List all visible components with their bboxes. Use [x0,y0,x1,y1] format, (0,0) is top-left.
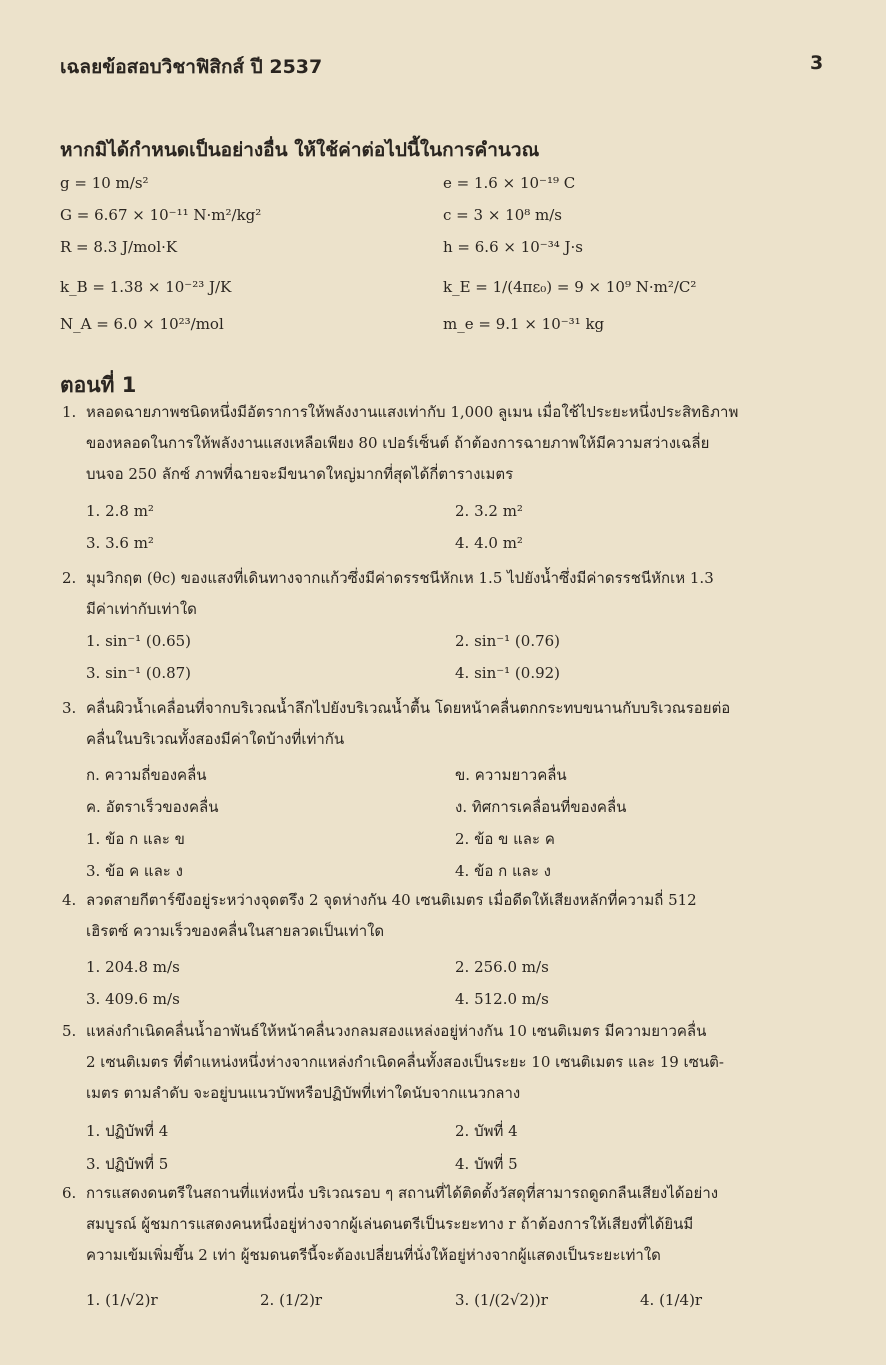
choice: 3. sin⁻¹ (0.87) [86,664,192,682]
constant-NA: N_A = 6.0 × 10²³/mol [60,315,224,333]
question-6 [62,1178,842,1271]
choice: 1. sin⁻¹ (0.65) [86,632,192,650]
question-number: 3. [62,699,77,717]
constant-g: g = 10 m/s² [60,174,149,192]
question-text: การแสดงดนตรีในสถานที่แห่งหนึ่ง บริเวณรอบ ๆ สถานที่ได้ติดตั้งวัสดุที่สามารถดูดกลืนเสียงได้อย่าง [86,1184,719,1202]
choice: 3. ข้อ ค และ ง [86,862,183,880]
statement: ก. ความถี่ของคลื่น [86,766,207,784]
choice: 3. ปฏิบัพที่ 5 [86,1155,169,1173]
question-1 [62,397,842,490]
question-text: ของหลอดในการให้พลังงานแสงเหลือเพียง 80 เปอร์เซ็นต์ ถ้าต้องการฉายภาพให้มีความสว่างเฉลี่ย [86,434,710,452]
constant-e: e = 1.6 × 10⁻¹⁹ C [443,174,576,192]
constant-R: R = 8.3 J/mol·K [60,238,178,256]
constant-kE: k_E = 1/(4πε₀) = 9 × 10⁹ N·m²/C² [443,278,697,296]
choice: 1. (1/√2)r [86,1291,158,1309]
choice: 2. sin⁻¹ (0.76) [455,632,561,650]
question-number: 2. [62,569,77,587]
question-text: คลื่นในบริเวณทั้งสองมีค่าใดบ้างที่เท่ากัน [86,730,345,748]
choice: 4. sin⁻¹ (0.92) [455,664,561,682]
choice: 2. (1/2)r [260,1291,323,1309]
question-number: 1. [62,403,77,421]
choice: 1. 2.8 m² [86,502,154,520]
page-number: 3 [810,52,824,74]
choice: 3. 409.6 m/s [86,990,180,1008]
choice: 4. (1/4)r [640,1291,703,1309]
statement: ง. ทิศการเคลื่อนที่ของคลื่น [455,798,627,816]
choice: 2. ข้อ ข และ ค [455,830,555,848]
question-2 [62,563,842,625]
header-title: เฉลยข้อสอบวิชาฟิสิกส์ ปี 2537 [60,56,323,78]
question-text: เฮิรตซ์ ความเร็วของคลื่นในสายลวดเป็นเท่าใด [86,922,385,940]
question-text: คลื่นผิวน้ำเคลื่อนที่จากบริเวณน้ำลึกไปยังบริเวณน้ำตื้น โดยหน้าคลื่นตกกระทบขนานกับบริเวณรอยต่อ [86,699,731,717]
choice: 1. ข้อ ก และ ข [86,830,185,848]
choice: 2. บัพที่ 4 [455,1122,518,1140]
question-text: มีค่าเท่ากับเท่าใด [86,600,197,618]
question-number: 5. [62,1022,77,1040]
question-text: 2 เซนติเมตร ที่ตำแหน่งหนึ่งห่างจากแหล่งกำเนิดคลื่นทั้งสองเป็นระยะ 10 เซนติเมตร และ 19 เซนติ- [86,1053,724,1071]
question-text: มุมวิกฤต (θc) ของแสงที่เดินทางจากแก้วซึ่งมีค่าดรรชนีหักเห 1.5 ไปยังน้ำซึ่งมีค่าดรรชนีหักเห 1.3 [86,569,714,587]
question-text: หลอดฉายภาพชนิดหนึ่งมีอัตราการให้พลังงานแสงเท่ากับ 1,000 ลูเมน เมื่อใช้ไประยะหนึ่งประสิทธิภาพ [86,403,739,421]
choice: 2. 256.0 m/s [455,958,549,976]
question-5 [62,1016,842,1109]
constant-kB: k_B = 1.38 × 10⁻²³ J/K [60,278,232,296]
statement: ค. อัตราเร็วของคลื่น [86,798,219,816]
constant-G: G = 6.67 × 10⁻¹¹ N·m²/kg² [60,206,262,224]
choice: 4. 512.0 m/s [455,990,549,1008]
constants-heading: หากมิได้กำหนดเป็นอย่างอื่น ให้ใช้ค่าต่อไปนี้ในการคำนวณ [60,139,540,161]
question-number: 6. [62,1184,77,1202]
question-text: ความเข้มเพิ่มขึ้น 2 เท่า ผู้ชมดนตรีนี้จะต้องเปลี่ยนที่นั่งให้อยู่ห่างจากผู้แสดงเป็นระยะเท่าใด [86,1246,661,1264]
choice: 4. 4.0 m² [455,534,523,552]
choice: 4. ข้อ ก และ ง [455,862,551,880]
choice: 1. 204.8 m/s [86,958,180,976]
choice: 3. 3.6 m² [86,534,154,552]
question-text: บนจอ 250 ลักซ์ ภาพที่ฉายจะมีขนาดใหญ่มากที่สุดได้กี่ตารางเมตร [86,465,514,483]
constant-c: c = 3 × 10⁸ m/s [443,206,562,224]
choice: 4. บัพที่ 5 [455,1155,518,1173]
choice: 1. ปฏิบัพที่ 4 [86,1122,169,1140]
choice: 3. (1/(2√2))r [455,1291,548,1309]
part-heading: ตอนที่ 1 [60,373,137,397]
constant-h: h = 6.6 × 10⁻³⁴ J·s [443,238,584,256]
constant-me: m_e = 9.1 × 10⁻³¹ kg [443,315,605,333]
question-text: เมตร ตามลำดับ จะอยู่บนแนวบัพหรือปฏิบัพที่เท่าใดนับจากแนวกลาง [86,1084,521,1102]
question-3 [62,693,842,755]
question-text: ลวดสายกีตาร์ขึงอยู่ระหว่างจุดตรึง 2 จุดห่างกัน 40 เซนติเมตร เมื่อดีดให้เสียงหลักที่ความถี่ 512 [86,891,697,909]
question-number: 4. [62,891,77,909]
question-text: สมบูรณ์ ผู้ชมการแสดงคนหนึ่งอยู่ห่างจากผู้เล่นดนตรีเป็นระยะทาง r ถ้าต้องการให้เสียงที่ได้ยินมี [86,1215,694,1233]
statement: ข. ความยาวคลื่น [455,766,567,784]
question-text: แหล่งกำเนิดคลื่นน้ำอาพันธ์ให้หน้าคลื่นวงกลมสองแหล่งอยู่ห่างกัน 10 เซนติเมตร มีความยาวคลื่น [86,1022,707,1040]
question-4 [62,885,842,947]
choice: 2. 3.2 m² [455,502,523,520]
